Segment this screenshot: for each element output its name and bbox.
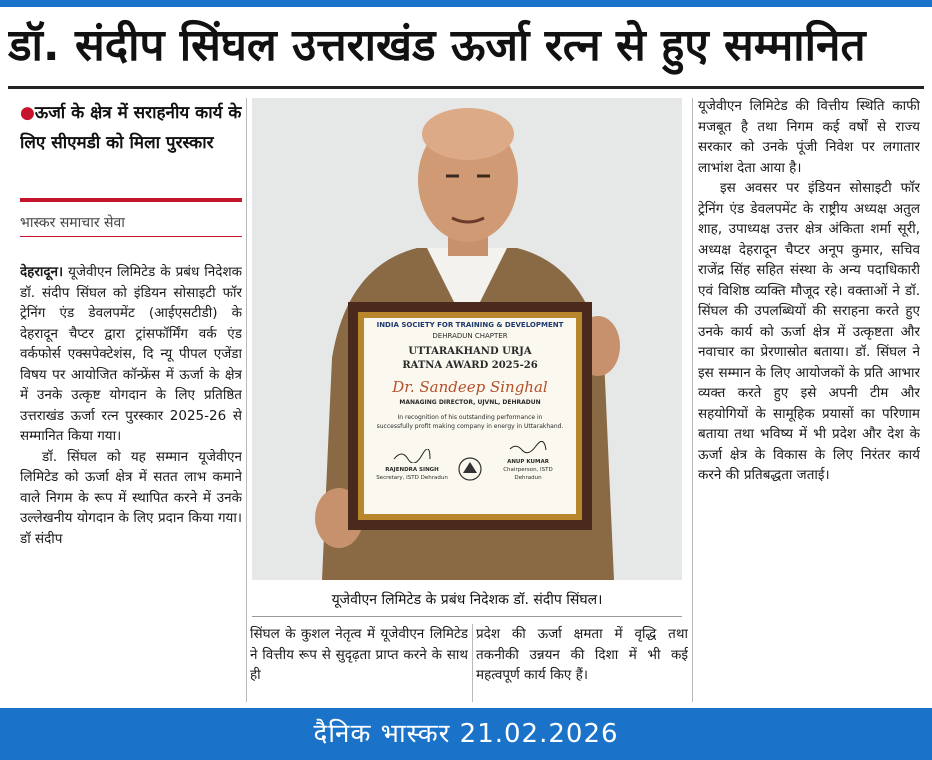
paragraph: डॉ. सिंघल को यह सम्मान यूजेवीएन लिमिटेड को ऊर्जा क्षेत्र में सतत लाभ कमाने वाले निगम के रूप में स्थापित करने में उनके उल्लेखनीय योगदान के लिए प्रदान किया गया। डॉ संदीप	[20, 448, 242, 547]
footer-bar	[0, 708, 932, 760]
signature-icon	[508, 441, 548, 455]
headline: डॉ. संदीप सिंघल उत्तराखंड ऊर्जा रत्न से हुए सम्मानित	[8, 20, 866, 71]
paragraph: यूजेवीएन लिमिटेड की वित्तीय स्थिति काफी मजबूत है तथा निगम कई वर्षों से राज्य सरकार को उनके पूंजी निवेश पर लगातार लाभांश देता आया है।	[698, 98, 920, 176]
certificate-org: INDIA SOCIETY FOR TRAINING & DEVELOPMENT	[376, 321, 564, 329]
column-divider	[246, 98, 247, 702]
column-2	[250, 624, 468, 700]
certificate-award-line1: UTTARAKHAND URJA	[408, 346, 532, 357]
bullet-icon: ●	[20, 103, 35, 123]
certificate-chapter: DEHRADUN CHAPTER	[432, 332, 508, 340]
signature-left-name: RAJENDRA SINGH	[385, 467, 439, 473]
certificate-award-line2: RATNA AWARD 2025-26	[402, 360, 538, 371]
kicker-text: ऊर्जा के क्षेत्र में सराहनीय कार्य के लिए सीएमडी को मिला पुरस्कार	[20, 103, 242, 153]
paragraph: प्रदेश की ऊर्जा क्षमता में वृद्धि तथा तकनीकी उन्नयन की दिशा में भी कई महत्वपूर्ण कार्य किए हैं।	[476, 626, 688, 683]
certificate-citation-line2: successfully profit making company in energy in Uttarakhand.	[376, 423, 564, 430]
column-divider	[472, 624, 473, 702]
signature-left	[376, 449, 448, 482]
paragraph-text: यूजेवीएन लिमिटेड के प्रबंध निदेशक डॉ. संदीप सिंघल को इंडियन सोसाइटी फॉर ट्रेनिंग एंड डेवलपमेंट (आईएसटीडी) के देहरादून चैप्टर द्वारा ट्रांसफॉर्मिंग वर्क एंड वर्कफोर्स एक्सपेक्टेशंस, दि न्यू पीपल एजेंडा विषय पर आयोजित कॉन्फ्रेंस में ऊर्जा के क्षेत्र में उनके उत्कृष्ट योगदान के लिए प्रतिष्ठित उत्तराखंड ऊर्जा रत्न पुरस्कार 2025-26 से सम्मानित किया गया।	[20, 264, 242, 444]
dateline: देहरादून।	[20, 264, 64, 280]
award-photo	[252, 98, 682, 580]
column-divider	[692, 98, 693, 702]
paragraph: सिंघल के कुशल नेतृत्व में यूजेवीएन लिमिटेड ने वित्तीय रूप से सुदृढ़ता प्राप्त करने के साथ ही	[250, 626, 468, 683]
certificate-recipient: Dr. Sandeep Singhal	[392, 378, 548, 396]
column-4	[698, 96, 920, 700]
certificate-citation-line1: In recognition of his outstanding performance in	[397, 414, 543, 421]
signature-right-title: Chairperson, ISTD Dehradun	[503, 467, 553, 481]
kicker-rule	[20, 198, 242, 202]
column-3	[476, 624, 688, 700]
byline: भास्कर समाचार सेवा	[20, 210, 242, 237]
certificate-signatures	[372, 441, 568, 482]
signature-right-name: ANUP KUMAR	[507, 459, 549, 465]
paragraph: इस अवसर पर इंडियन सोसाइटी फॉर ट्रेनिंग एंड डेवलपमेंट के राष्ट्रीय अध्यक्ष अतुल शाह, उपाध्यक्ष उत्तर क्षेत्र अंकिता शर्मा सूरी, अध्यक्ष देहरादून चैप्टर अनूप कुमार, सचिव राजेंद्र सिंह सहित संस्था के अन्य पदाधिकारी एवं विशिष्ठ व्यक्ति मौजूद रहे। वक्ताओं ने डॉ. सिंघल की उपलब्धियों की सराहना करते हुए उनके कार्य को ऊर्जा क्षेत्र में उत्कृष्टता और नवाचार का प्रेरणास्रोत बताया। डॉ. सिंघल ने इस सम्मान के लिए आयोजकों के प्रति आभार व्यक्त करते हुए इसे अपनी टीम और सहयोगियों के सामूहिक प्रयासों का परिणाम बताया तथा भविष्य में भी प्रदेश और देश के ऊर्जा क्षेत्र के विकास के लिए निरंतर कार्य करने की प्रतिबद्धता जताई।	[698, 180, 920, 483]
headline-rule	[8, 86, 924, 89]
signature-icon	[392, 449, 432, 463]
signature-right	[492, 441, 564, 482]
footer-source: दैनिक भास्कर 21.02.2026	[313, 719, 619, 749]
photo-caption: यूजेवीएन लिमिटेड के प्रबंध निदेशक डॉ. संदीप सिंघल।	[252, 584, 682, 617]
certificate	[372, 320, 568, 512]
top-color-bar	[0, 0, 932, 7]
column-1	[20, 262, 242, 702]
isdt-logo-icon	[457, 456, 483, 482]
certificate-designation: MANAGING DIRECTOR, UJVNL, DEHRADUN	[399, 399, 541, 406]
kicker	[20, 98, 242, 194]
signature-left-title: Secretary, ISTD Dehradun	[376, 475, 448, 481]
paragraph	[20, 262, 242, 447]
